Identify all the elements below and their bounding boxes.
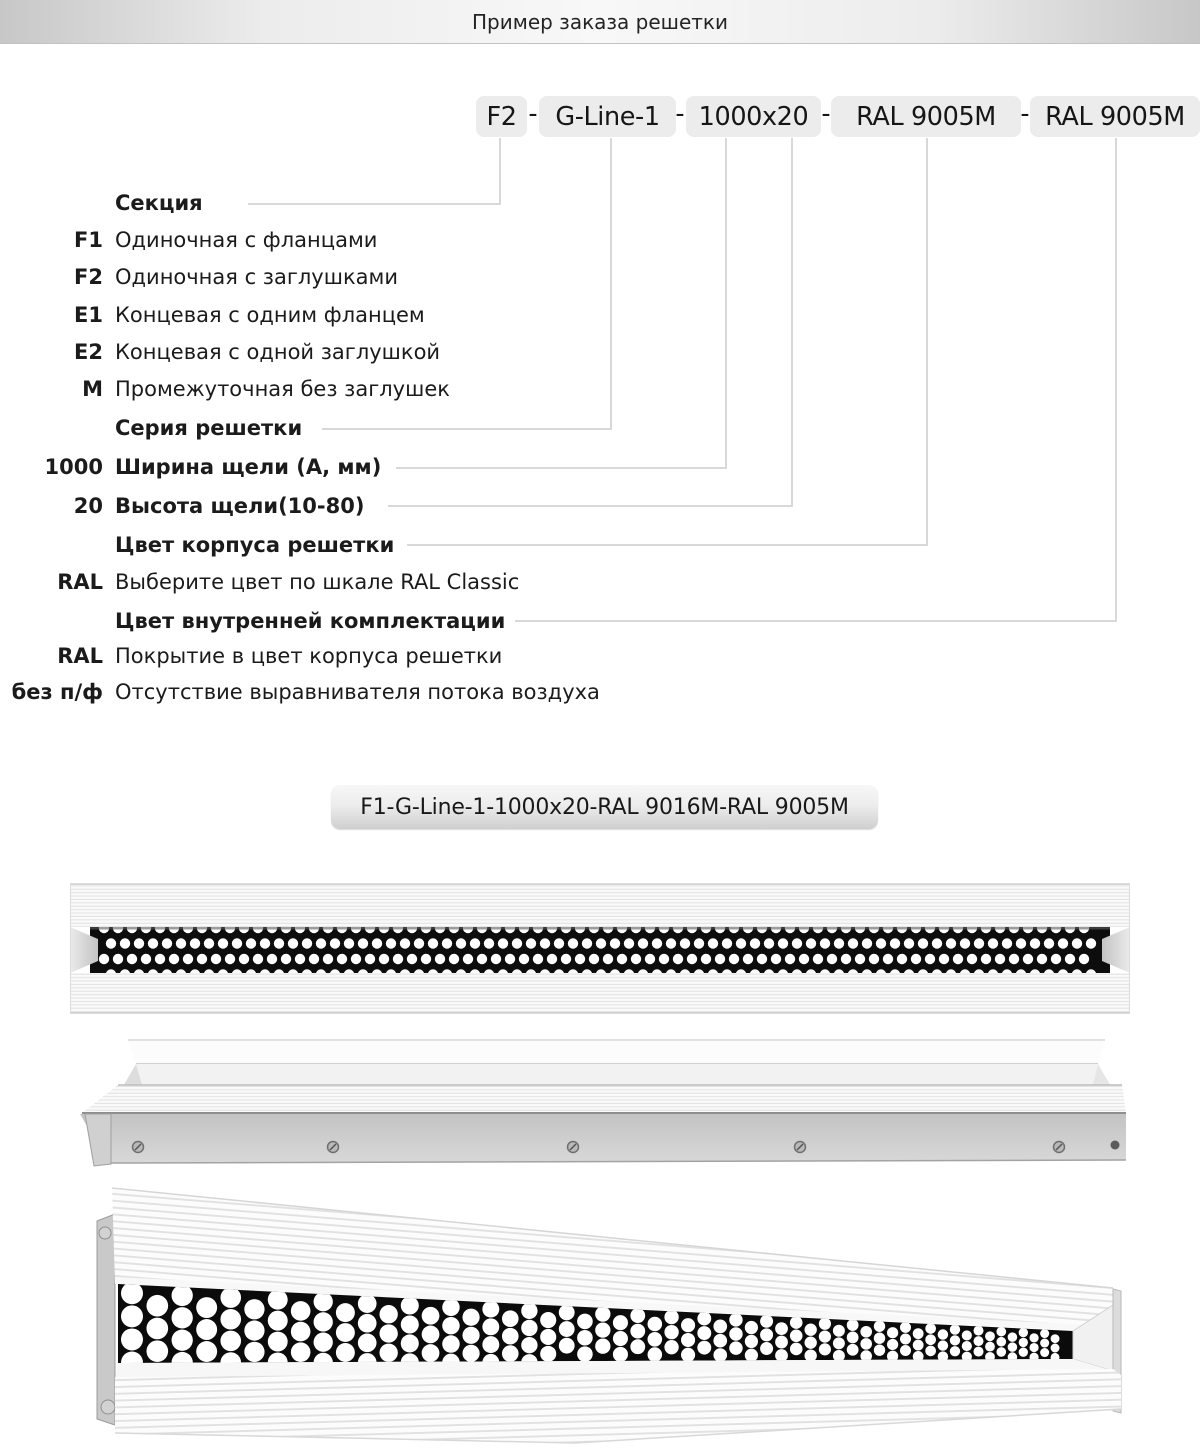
code-segment-text: G-Line-1 bbox=[555, 101, 660, 132]
code-separator: - bbox=[1020, 99, 1030, 129]
rear-lower-face bbox=[80, 1114, 1126, 1163]
legend-label: Цвет корпуса решетки bbox=[115, 533, 395, 557]
connector-body-color bbox=[407, 138, 927, 545]
ribbed-bottom-band bbox=[70, 973, 1130, 1014]
legend-row bbox=[0, 606, 505, 636]
connector-section bbox=[248, 138, 500, 204]
product-photo-front bbox=[70, 883, 1130, 1014]
connector-height bbox=[388, 138, 792, 506]
legend-row bbox=[0, 413, 302, 443]
connector-inner-color bbox=[515, 138, 1116, 621]
legend-key: RAL bbox=[57, 570, 103, 594]
legend-row bbox=[0, 225, 377, 255]
legend-row bbox=[0, 300, 425, 330]
legend-key: F2 bbox=[74, 265, 103, 289]
legend-key: 1000 bbox=[44, 455, 103, 479]
end-cap-pin bbox=[101, 1400, 115, 1414]
legend-key: F1 bbox=[74, 228, 103, 252]
legend-row bbox=[0, 641, 502, 671]
legend-row bbox=[0, 262, 398, 292]
code-separator: - bbox=[675, 99, 685, 129]
legend-label: Промежуточная без заглушек bbox=[115, 377, 450, 401]
legend-row bbox=[0, 452, 381, 482]
legend-key: M bbox=[82, 377, 103, 401]
page-title: Пример заказа решетки bbox=[472, 9, 728, 34]
code-segment-text: F2 bbox=[486, 101, 517, 132]
perforated-insert bbox=[90, 927, 1110, 973]
legend-label: Покрытие в цвет корпуса решетки bbox=[115, 644, 503, 668]
legend-row bbox=[0, 677, 600, 707]
legend-label: Отсутствие выравнивателя потока воздуха bbox=[115, 680, 600, 704]
legend-key: RAL bbox=[57, 644, 103, 668]
corner-hole bbox=[1111, 1141, 1120, 1150]
legend-key bbox=[0, 530, 103, 560]
legend-row bbox=[0, 188, 203, 218]
connector-width bbox=[396, 138, 726, 468]
legend-label: Одиночная с фланцами bbox=[115, 228, 378, 252]
legend-row bbox=[0, 530, 394, 560]
end-cap-pin bbox=[99, 1227, 111, 1239]
ribbed-bottom-band bbox=[115, 1369, 1121, 1443]
legend-label: Серия решетки bbox=[115, 416, 303, 440]
code-segment-text: RAL 9005M bbox=[1045, 101, 1185, 132]
legend-row bbox=[0, 374, 450, 404]
code-segment-text: 1000x20 bbox=[698, 101, 809, 132]
legend-row bbox=[0, 491, 364, 521]
legend-key: E2 bbox=[74, 340, 103, 364]
legend-label: Выберите цвет по шкале RAL Classic bbox=[115, 570, 520, 594]
code-separator: - bbox=[528, 99, 538, 129]
legend-key bbox=[0, 413, 103, 443]
legend-key bbox=[0, 606, 103, 636]
legend-key bbox=[0, 188, 103, 218]
code-separator: - bbox=[821, 99, 831, 129]
code-segment-text: RAL 9005M bbox=[856, 101, 996, 132]
legend-row bbox=[0, 567, 519, 597]
legend-label: Секция bbox=[115, 191, 203, 215]
legend-key: E1 bbox=[74, 303, 103, 327]
legend-key: 20 bbox=[73, 494, 103, 518]
ribbed-top-band bbox=[70, 883, 1130, 927]
example-order-text: F1-G-Line-1-1000x20-RAL 9016M-RAL 9005M bbox=[360, 794, 849, 820]
product-photo-perspective bbox=[75, 1185, 1130, 1447]
legend-label: Одиночная с заглушками bbox=[115, 265, 398, 289]
legend-key: без п/ф bbox=[11, 680, 103, 704]
product-photo-back bbox=[75, 1036, 1130, 1171]
legend-row bbox=[0, 337, 440, 367]
legend-label: Высота щели(10-80) bbox=[115, 494, 365, 518]
legend-label: Цвет внутренней комплектации bbox=[115, 609, 506, 633]
left-end-cap bbox=[97, 1214, 115, 1425]
rear-top-flange bbox=[128, 1040, 1105, 1064]
legend-label: Ширина щели (А, мм) bbox=[115, 455, 382, 479]
left-bracket bbox=[85, 1114, 111, 1166]
legend-label: Концевая с одним фланцем bbox=[115, 303, 425, 327]
legend-label: Концевая с одной заглушкой bbox=[115, 340, 441, 364]
example-order-label bbox=[331, 785, 878, 829]
rear-ribbed-flange bbox=[82, 1085, 1126, 1113]
